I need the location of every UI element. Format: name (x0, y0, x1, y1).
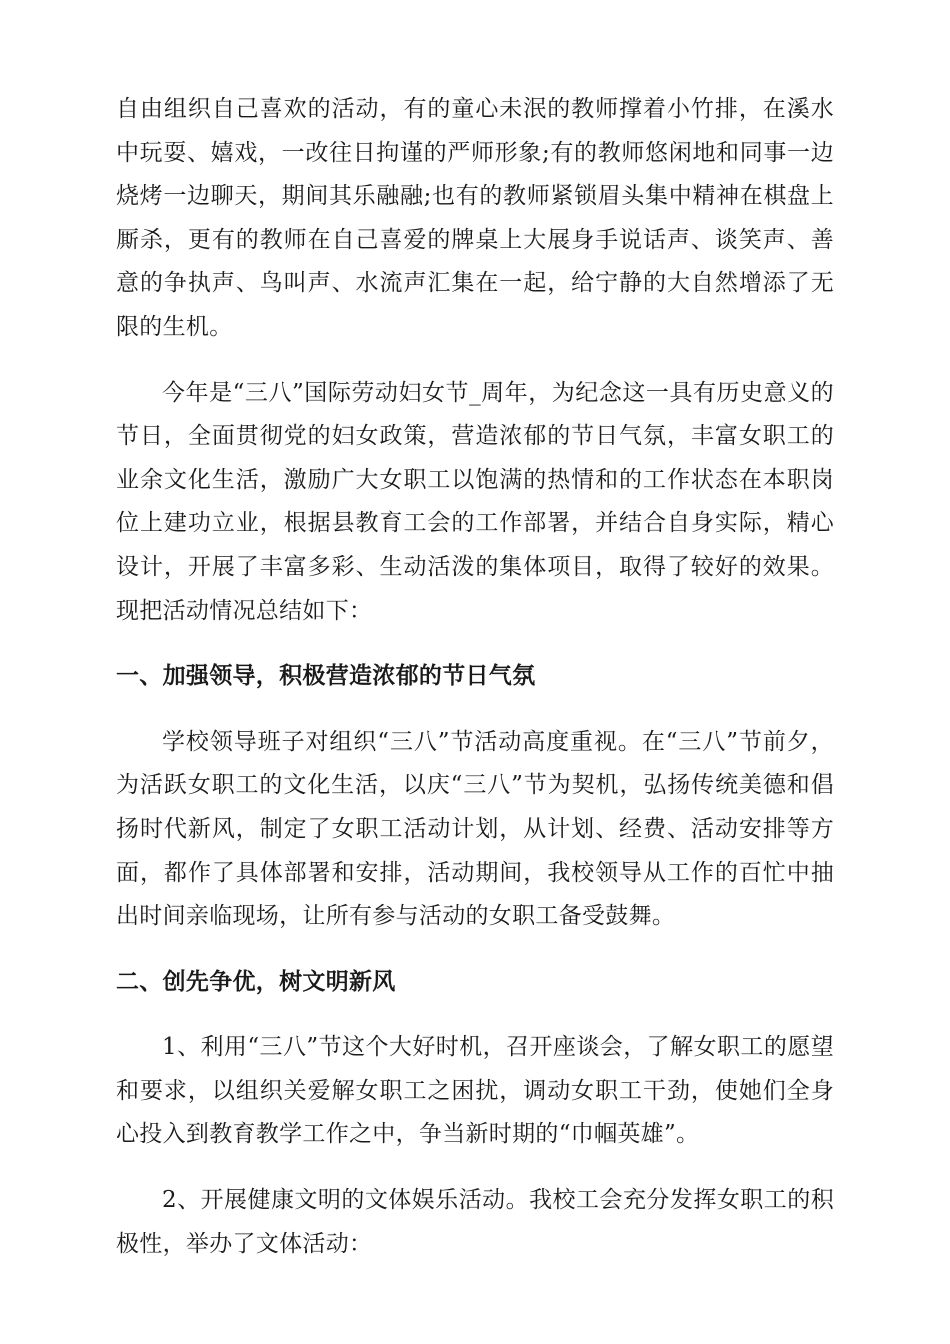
section-heading-1: 一、加强领导，积极营造浓郁的节日气氛 (116, 663, 536, 690)
paragraph-continuation: 自由组织自己喜欢的活动，有的童心未泯的教师撑着小竹排，在溪水中玩耍、嬉戏，一改往日拘谨的严师形象;有的教师悠闲地和同事一边烧烤一边聊天，期间其乐融融;也有的教师紧锁眉头集中精神在棋盘上厮杀，更有的教师在自己喜爱的牌桌上大展身手说话声、谈笑声、善意的争执声、鸟叫声、水流声汇集在一起，给宁静的大自然增添了无限的生机。 (116, 96, 834, 340)
paragraph-leadership: 学校领导班子对组织“三八”节活动高度重视。在“三八”节前夕，为活跃女职工的文化生活，以庆“三八”节为契机，弘扬传统美德和倡扬时代新风，制定了女职工活动计划，从计划、经费、活动安排等方面，都作了具体部署和安排，活动期间，我校领导从工作的百忙中抽出时间亲临现场，让所有参与活动的女职工备受鼓舞。 (116, 728, 834, 930)
document-body (116, 88, 834, 1288)
paragraph-item-1: 1、利用“三八”节这个大好时机，召开座谈会，了解女职工的愿望和要求，以组织关爱解女职工之困扰，调动女职工干劲，使她们全身心投入到教育教学工作之中，争当新时期的“巾帼英雄”。 (116, 1034, 834, 1148)
section-heading-2: 二、创先争优，树文明新风 (116, 968, 396, 995)
paragraph-intro: 今年是“三八”国际劳动妇女节_周年，为纪念这一具有历史意义的节日，全面贯彻党的妇女政策，营造浓郁的节日气氛，丰富女职工的业余文化生活，激励广大女职工以饱满的热情和的工作状态在本职岗位上建功立业，根据县教育工会的工作部署，并结合自身实际，精心设计，开展了丰富多彩、生动活泼的集体项目，取得了较好的效果。现把活动情况总结如下： (116, 379, 834, 624)
paragraph-item-2: 2、开展健康文明的文体娱乐活动。我校工会充分发挥女职工的积极性，举办了文体活动： (116, 1187, 834, 1257)
